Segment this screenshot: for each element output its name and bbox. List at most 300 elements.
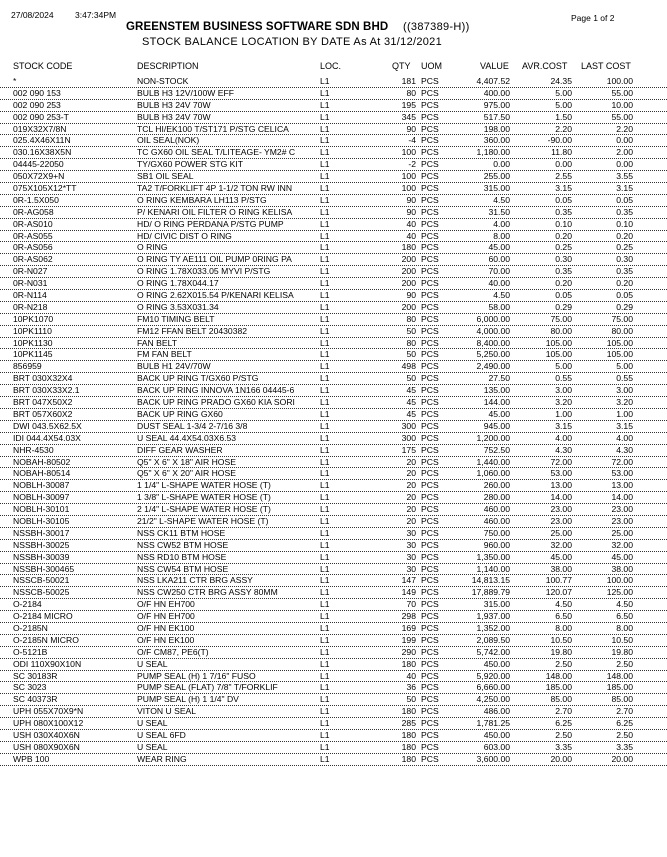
cell-value: 486.00 [483, 706, 510, 717]
cell-uom: PCS [421, 290, 439, 301]
cell-value: 27.50 [488, 373, 510, 384]
cell-value: 0.00 [493, 159, 510, 170]
cell-uom: PCS [421, 527, 439, 538]
cell-qty: 199 [401, 634, 416, 645]
cell-stock-code: NOBLH-30105 [13, 515, 70, 526]
cell-qty: 200 [401, 301, 416, 312]
cell-uom: PCS [421, 587, 439, 598]
cell-description: FAN BELT [137, 337, 177, 348]
cell-last-cost: 100.00 [606, 76, 633, 86]
cell-last-cost: 14.00 [611, 492, 633, 503]
table-row [0, 587, 667, 599]
cell-uom: PCS [421, 266, 439, 277]
cell-uom: PCS [421, 504, 439, 515]
cell-stock-code: 04445-22050 [13, 159, 64, 170]
cell-value: 40.00 [488, 278, 510, 289]
cell-uom: PCS [421, 242, 439, 253]
cell-stock-code: 025.4X46X11N [13, 135, 71, 146]
cell-qty: 40 [406, 230, 416, 241]
cell-stock-code: 10PK1110 [13, 325, 52, 336]
cell-stock-code: NSSBH-30039 [13, 551, 70, 562]
cell-avg-cost: 185.00 [545, 682, 572, 693]
cell-location: L1 [320, 599, 330, 610]
cell-avg-cost: 23.00 [550, 515, 572, 526]
cell-location: L1 [320, 753, 330, 764]
cell-uom: PCS [421, 432, 439, 443]
print-date: 27/08/2024 [11, 10, 54, 20]
cell-avg-cost: 120.07 [545, 587, 572, 598]
cell-uom: PCS [421, 563, 439, 574]
table-row [0, 421, 667, 433]
cell-last-cost: 3.15 [616, 183, 633, 194]
cell-last-cost: 100.00 [606, 575, 633, 586]
cell-last-cost: 5.00 [616, 361, 633, 372]
cell-qty: 50 [406, 373, 416, 384]
cell-qty: 30 [406, 563, 416, 574]
cell-uom: PCS [421, 194, 439, 205]
cell-last-cost: 38.00 [611, 563, 633, 574]
cell-uom: PCS [421, 87, 439, 98]
cell-value: 8.00 [493, 230, 510, 241]
cell-description: BULB H1 24V/70W [137, 361, 211, 372]
table-row [0, 314, 667, 326]
cell-value: 360.00 [483, 135, 510, 146]
cell-last-cost: 45.00 [611, 551, 633, 562]
cell-uom: PCS [421, 682, 439, 693]
cell-value: 70.00 [488, 266, 510, 277]
cell-description: O RING 1.78X033.05 MYVI P/STG [137, 266, 271, 277]
cell-location: L1 [320, 123, 330, 134]
cell-avg-cost: 2.70 [555, 706, 572, 717]
table-row [0, 207, 667, 219]
cell-stock-code: 0R-AS055 [13, 230, 53, 241]
table-row [0, 112, 667, 124]
cell-last-cost: 2.50 [616, 729, 633, 740]
cell-stock-code: NSSBH-30017 [13, 527, 70, 538]
cell-last-cost: 0.05 [616, 194, 633, 205]
cell-description: BULB H3 12V/100W EFF [137, 87, 234, 98]
cell-avg-cost: 0.35 [555, 206, 572, 217]
cell-value: 6,000.00 [476, 313, 510, 324]
cell-description: TA2 T/FORKLIFT 4P 1-1/2 TON RW INN [137, 183, 293, 194]
cell-location: L1 [320, 527, 330, 538]
cell-qty: 200 [401, 254, 416, 265]
cell-avg-cost: 4.30 [555, 444, 572, 455]
cell-qty: 147 [401, 575, 416, 586]
cell-last-cost: 6.50 [616, 611, 633, 622]
table-row [0, 706, 667, 718]
cell-qty: 40 [406, 218, 416, 229]
cell-uom: PCS [421, 254, 439, 265]
cell-stock-code: NOBLH-30097 [13, 492, 70, 503]
cell-location: L1 [320, 694, 330, 705]
cell-uom: PCS [421, 670, 439, 681]
cell-qty: 300 [401, 432, 416, 443]
cell-stock-code: O-2185N MICRO [13, 634, 79, 645]
cell-stock-code: USH 080X90X6N [13, 741, 80, 752]
cell-last-cost: 55.00 [611, 87, 633, 98]
cell-description: O RING 2.62X015.54 P/KENARI KELISA [137, 290, 294, 301]
print-time: 3:47:34PM [75, 10, 117, 20]
cell-avg-cost: 2.50 [555, 729, 572, 740]
table-row [0, 468, 667, 480]
table-row [0, 564, 667, 576]
cell-last-cost: 6.25 [616, 718, 633, 729]
cell-avg-cost: 72.00 [550, 456, 572, 467]
table-row [0, 552, 667, 564]
table-row [0, 528, 667, 540]
table-row [0, 433, 667, 445]
cell-stock-code: UPH 080X100X12 [13, 718, 84, 729]
cell-location: L1 [320, 159, 330, 170]
table-row [0, 682, 667, 694]
cell-value: 1,060.00 [476, 468, 510, 479]
cell-stock-code: 050X72X9+N [13, 171, 65, 182]
cell-qty: 50 [406, 325, 416, 336]
cell-uom: PCS [421, 706, 439, 717]
cell-qty: 30 [406, 527, 416, 538]
cell-uom: PCS [421, 492, 439, 503]
cell-last-cost: 148.00 [606, 670, 633, 681]
cell-description: O/F HN EK100 [137, 634, 195, 645]
cell-avg-cost: 85.00 [550, 694, 572, 705]
cell-location: L1 [320, 741, 330, 752]
cell-last-cost: 0.05 [616, 290, 633, 301]
cell-qty: 90 [406, 123, 416, 134]
cell-value: 517.50 [483, 111, 510, 122]
cell-avg-cost: 10.50 [550, 634, 572, 645]
cell-qty: 20 [406, 492, 416, 503]
cell-avg-cost: 75.00 [550, 313, 572, 324]
cell-description: NSS CK11 BTM HOSE [137, 527, 226, 538]
cell-location: L1 [320, 278, 330, 289]
cell-description: O RING [137, 242, 168, 253]
cell-description: HD/ CIVIC DIST O RING [137, 230, 232, 241]
cell-last-cost: 0.00 [616, 159, 633, 170]
cell-stock-code: 0R-N218 [13, 301, 48, 312]
cell-location: L1 [320, 230, 330, 241]
cell-value: 17,889.79 [471, 587, 510, 598]
cell-stock-code: NSSCB-50021 [13, 575, 70, 586]
table-row [0, 266, 667, 278]
cell-description: DUST SEAL 1-3/4 2-7/16 3/8 [137, 420, 248, 431]
cell-last-cost: 1.00 [616, 408, 633, 419]
cell-uom: PCS [421, 397, 439, 408]
cell-avg-cost: 5.00 [555, 361, 572, 372]
cell-stock-code: BRT 047X50X2 [13, 397, 73, 408]
cell-uom: PCS [421, 539, 439, 550]
cell-qty: 30 [406, 551, 416, 562]
cell-uom: PCS [421, 325, 439, 336]
cell-location: L1 [320, 87, 330, 98]
cell-description: NSS RD10 BTM HOSE [137, 551, 227, 562]
cell-stock-code: O-2185N [13, 622, 48, 633]
cell-last-cost: 25.00 [611, 527, 633, 538]
cell-avg-cost: 4.50 [555, 599, 572, 610]
table-row [0, 694, 667, 706]
cell-uom: PCS [421, 753, 439, 764]
cell-location: L1 [320, 147, 330, 158]
cell-location: L1 [320, 325, 330, 336]
table-row [0, 373, 667, 385]
cell-value: 144.00 [483, 397, 510, 408]
cell-stock-code: 019X32X7/8N [13, 123, 67, 134]
cell-value: 5,920.00 [476, 670, 510, 681]
cell-value: 60.00 [488, 254, 510, 265]
cell-last-cost: 125.00 [606, 587, 633, 598]
cell-stock-code: BRT 057X60X2 [13, 408, 73, 419]
cell-stock-code: 856959 [13, 361, 42, 372]
table-row [0, 349, 667, 361]
cell-stock-code: O-2184 MICRO [13, 611, 73, 622]
cell-stock-code: 10PK1070 [13, 313, 54, 324]
table-row [0, 718, 667, 730]
cell-stock-code: DWI 043.5X62.5X [13, 420, 82, 431]
cell-avg-cost: 24.35 [550, 76, 572, 86]
cell-description: BULB H3 24V 70W [137, 111, 211, 122]
table-row [0, 540, 667, 552]
cell-qty: 345 [401, 111, 416, 122]
cell-value: 1,350.00 [476, 551, 510, 562]
table-row [0, 254, 667, 266]
cell-avg-cost: 0.05 [555, 290, 572, 301]
table-row [0, 385, 667, 397]
cell-value: 4.00 [493, 218, 510, 229]
cell-qty: 180 [401, 729, 416, 740]
cell-value: 603.00 [483, 741, 510, 752]
table-row [0, 671, 667, 683]
cell-qty: 36 [406, 682, 416, 693]
cell-value: 45.00 [488, 242, 510, 253]
cell-avg-cost: 13.00 [550, 480, 572, 491]
cell-uom: PCS [421, 99, 439, 110]
cell-uom: PCS [421, 111, 439, 122]
cell-description: NSS LKA211 CTR BRG ASSY [137, 575, 253, 586]
cell-qty: 30 [406, 539, 416, 550]
cell-qty: 20 [406, 515, 416, 526]
cell-qty: 90 [406, 206, 416, 217]
table-row [0, 147, 667, 159]
cell-last-cost: 13.00 [611, 480, 633, 491]
cell-description: HD/ O RING PERDANA P/STG PUMP [137, 218, 284, 229]
page-number: Page 1 of 2 [571, 13, 615, 23]
cell-location: L1 [320, 254, 330, 265]
cell-value: 2,089.50 [476, 634, 510, 645]
cell-stock-code: NOBLH-30087 [13, 480, 70, 491]
table-row [0, 492, 667, 504]
cell-avg-cost: 0.05 [555, 194, 572, 205]
cell-qty: 50 [406, 349, 416, 360]
cell-last-cost: 0.35 [616, 266, 633, 277]
cell-avg-cost: 2.50 [555, 658, 572, 669]
cell-value: 752.50 [483, 444, 510, 455]
table-row [0, 457, 667, 469]
table-row [0, 409, 667, 421]
cell-description: NSS CW54 BTM HOSE [137, 563, 229, 574]
cell-value: 6,660.00 [476, 682, 510, 693]
cell-location: L1 [320, 480, 330, 491]
table-row [0, 231, 667, 243]
cell-location: L1 [320, 111, 330, 122]
cell-location: L1 [320, 432, 330, 443]
cell-value: 280.00 [483, 492, 510, 503]
cell-value: 5,250.00 [476, 349, 510, 360]
cell-uom: PCS [421, 634, 439, 645]
cell-description: OIL SEAL(NOK) [137, 135, 200, 146]
cell-description: VITON U SEAL [137, 706, 197, 717]
cell-description: U SEAL 6FD [137, 729, 186, 740]
cell-qty: 100 [401, 183, 416, 194]
cell-stock-code: * [13, 76, 17, 86]
cell-description: TCL HI/EK100 T/ST171 P/STG CELICA [137, 123, 289, 134]
cell-value: 4,250.00 [476, 694, 510, 705]
cell-value: 198.00 [483, 123, 510, 134]
cell-uom: PCS [421, 301, 439, 312]
cell-description: FM12 FFAN BELT 20430382 [137, 325, 248, 336]
cell-description: PUMP SEAL (FLAT) 7/8" T/FORKLIF [137, 682, 278, 693]
cell-description: U SEAL [137, 741, 168, 752]
cell-last-cost: 0.29 [616, 301, 633, 312]
cell-value: 2,490.00 [476, 361, 510, 372]
cell-value: 460.00 [483, 515, 510, 526]
cell-avg-cost: 19.80 [550, 646, 572, 657]
cell-avg-cost: 0.20 [555, 230, 572, 241]
cell-uom: PCS [421, 230, 439, 241]
cell-last-cost: 0.35 [616, 206, 633, 217]
cell-value: 31.50 [488, 206, 510, 217]
cell-location: L1 [320, 373, 330, 384]
cell-stock-code: 002 090 253 [13, 99, 61, 110]
cell-uom: PCS [421, 741, 439, 752]
cell-stock-code: 10PK1130 [13, 337, 53, 348]
cell-avg-cost: 0.29 [555, 301, 572, 312]
cell-last-cost: 23.00 [611, 504, 633, 515]
company-name: GREENSTEM BUSINESS SOFTWARE SDN BHD [126, 21, 389, 33]
cell-description: NSS CW52 BTM HOSE [137, 539, 229, 550]
cell-location: L1 [320, 729, 330, 740]
cell-last-cost: 53.00 [611, 468, 633, 479]
cell-last-cost: 105.00 [606, 337, 633, 348]
cell-avg-cost: 0.00 [555, 159, 572, 170]
cell-qty: 45 [406, 408, 416, 419]
cell-last-cost: 3.55 [616, 171, 633, 182]
cell-value: 460.00 [483, 504, 510, 515]
cell-avg-cost: 0.10 [555, 218, 572, 229]
cell-description: BACK UP RING PRADO GX60 KIA SORI [137, 397, 295, 408]
cell-avg-cost: 38.00 [550, 563, 572, 574]
table-row [0, 171, 667, 183]
cell-uom: PCS [421, 575, 439, 586]
cell-avg-cost: 105.00 [545, 349, 572, 360]
cell-uom: PCS [421, 694, 439, 705]
cell-stock-code: 0R-AG058 [13, 206, 54, 217]
col-description: DESCRIPTION [137, 61, 199, 71]
cell-avg-cost: 0.35 [555, 266, 572, 277]
cell-avg-cost: 1.00 [555, 408, 572, 419]
cell-value: 1,180.00 [476, 147, 510, 158]
cell-location: L1 [320, 611, 330, 622]
cell-description: SB1 OIL SEAL [137, 171, 194, 182]
cell-location: L1 [320, 718, 330, 729]
cell-uom: PCS [421, 123, 439, 134]
cell-qty: 90 [406, 290, 416, 301]
cell-last-cost: 2.20 [616, 123, 633, 134]
cell-avg-cost: 80.00 [550, 325, 572, 336]
cell-description: BACK UP RING INNOVA 1N166 04445-6 [137, 385, 295, 396]
cell-location: L1 [320, 183, 330, 194]
cell-stock-code: SC 3023 [13, 682, 47, 693]
cell-location: L1 [320, 634, 330, 645]
cell-last-cost: 0.25 [616, 242, 633, 253]
cell-last-cost: 55.00 [611, 111, 633, 122]
cell-last-cost: 0.10 [616, 218, 633, 229]
table-row [0, 242, 667, 254]
cell-location: L1 [320, 218, 330, 229]
cell-avg-cost: 100.77 [545, 575, 572, 586]
cell-qty: 180 [401, 741, 416, 752]
cell-description: O/F HN EH700 [137, 599, 195, 610]
cell-uom: PCS [421, 408, 439, 419]
cell-avg-cost: 0.25 [555, 242, 572, 253]
cell-value: 1,440.00 [476, 456, 510, 467]
cell-value: 45.00 [488, 408, 510, 419]
table-row [0, 659, 667, 671]
table-row [0, 278, 667, 290]
cell-last-cost: 0.20 [616, 230, 633, 241]
cell-uom: PCS [421, 385, 439, 396]
cell-description: O RING TY AE111 OIL PUMP 0RING PA [137, 254, 292, 265]
table-row [0, 635, 667, 647]
cell-uom: PCS [421, 218, 439, 229]
cell-description: Q5" X 6" X 20" AIR HOSE [137, 468, 236, 479]
cell-value: 1,140.00 [476, 563, 510, 574]
cell-qty: 180 [401, 706, 416, 717]
cell-value: 5,742.00 [476, 646, 510, 657]
cell-stock-code: 0R-N031 [13, 278, 48, 289]
table-row [0, 88, 667, 100]
cell-qty: 80 [406, 87, 416, 98]
cell-location: L1 [320, 515, 330, 526]
cell-stock-code: NSSBH-300465 [13, 563, 75, 574]
cell-last-cost: 72.00 [611, 456, 633, 467]
cell-avg-cost: 148.00 [545, 670, 572, 681]
cell-uom: PCS [421, 206, 439, 217]
cell-description: DIFF GEAR WASHER [137, 444, 223, 455]
cell-description: BACK UP RING GX60 [137, 408, 223, 419]
cell-avg-cost: 5.00 [555, 99, 572, 110]
cell-value: 960.00 [483, 539, 510, 550]
col-value: VALUE [480, 61, 509, 71]
cell-location: L1 [320, 706, 330, 717]
cell-avg-cost: 2.55 [555, 171, 572, 182]
cell-qty: 45 [406, 385, 416, 396]
table-row [0, 730, 667, 742]
cell-location: L1 [320, 670, 330, 681]
cell-description: PUMP SEAL (H) 1 7/16" FUSO [137, 670, 256, 681]
cell-uom: PCS [421, 349, 439, 360]
cell-avg-cost: 6.25 [555, 718, 572, 729]
table-row [0, 480, 667, 492]
cell-avg-cost: 3.15 [555, 183, 572, 194]
col-stock-code: STOCK CODE [13, 61, 73, 71]
cell-uom: PCS [421, 444, 439, 455]
cell-location: L1 [320, 397, 330, 408]
cell-value: 58.00 [488, 301, 510, 312]
table-row [0, 326, 667, 338]
cell-avg-cost: 5.00 [555, 87, 572, 98]
cell-stock-code: 0R-N114 [13, 290, 47, 301]
cell-location: L1 [320, 349, 330, 360]
